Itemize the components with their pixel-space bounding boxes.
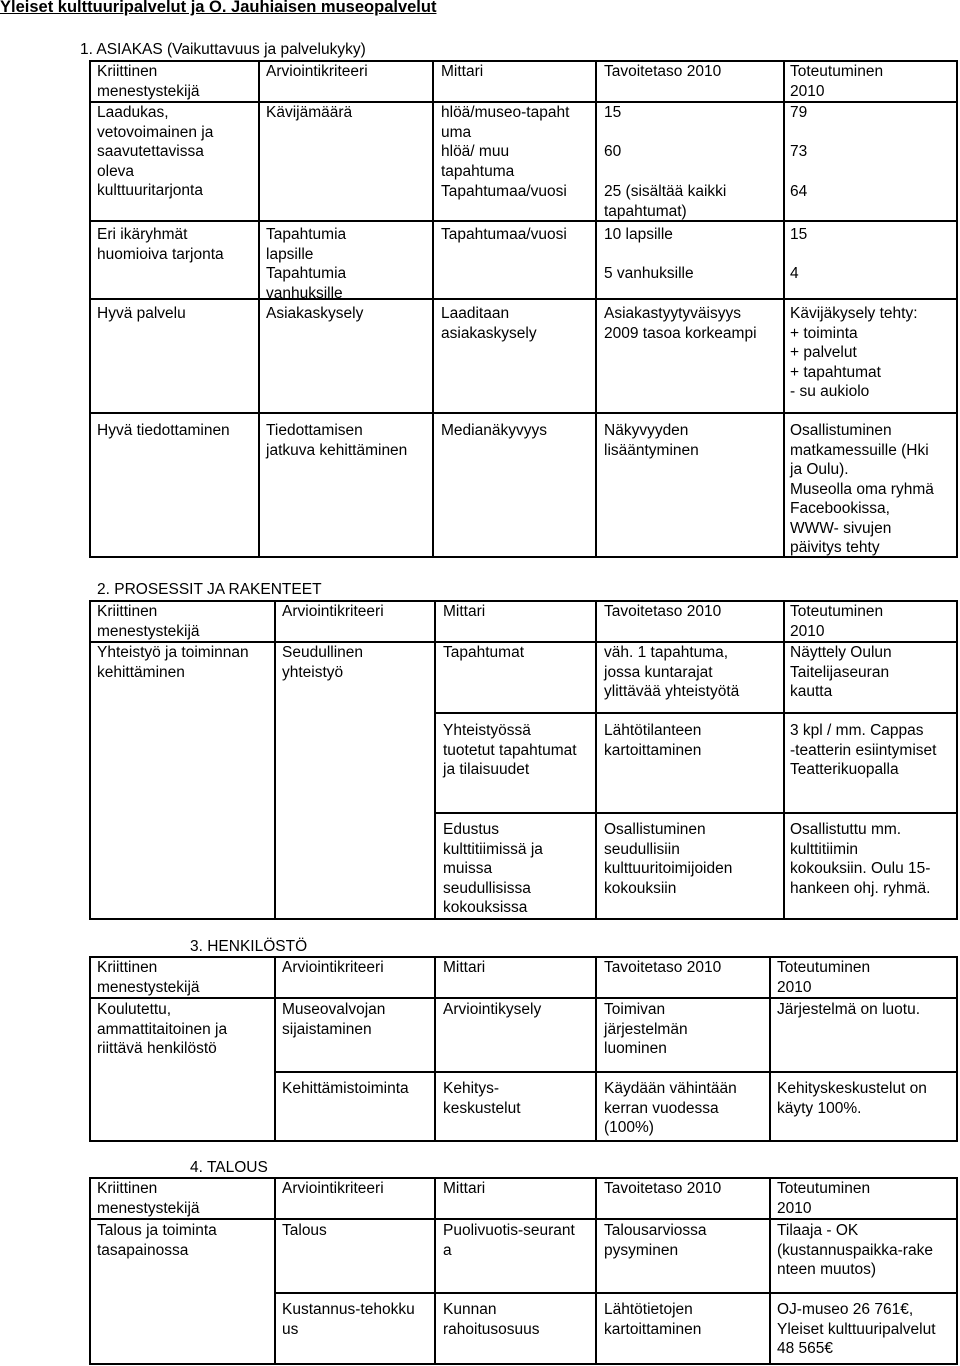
table-border xyxy=(89,1363,958,1365)
table-cell: hlöä/museo-tapaht uma hlöä/ muu tapahtuma xyxy=(441,104,570,180)
column-header: Tavoitetaso 2010 xyxy=(604,63,722,80)
table-border xyxy=(89,298,958,300)
table-border xyxy=(783,60,785,558)
table-cell: Lähtötietojen kartoittaminen xyxy=(604,1301,702,1338)
table-border xyxy=(89,1177,91,1365)
column-header: Arviointikriteeri xyxy=(282,1180,384,1197)
table-border xyxy=(956,1177,958,1365)
table-border xyxy=(434,712,958,714)
table-border xyxy=(89,220,958,222)
column-header: Mittari xyxy=(443,1180,486,1197)
table-cell: Arviointikysely xyxy=(443,1001,542,1018)
table-border xyxy=(274,956,276,1142)
table-cell: Osallistuminen seudullisiin kulttuuritoimijoiden kokouksiin xyxy=(604,821,733,897)
table-border xyxy=(89,600,91,920)
table-cell: Lähtötilanteen kartoittaminen xyxy=(604,722,702,759)
table-cell: 15 4 xyxy=(790,226,808,282)
table-border xyxy=(89,412,958,414)
table-cell: Museovalvojan sijaistaminen xyxy=(282,1001,386,1038)
table-cell: Järjestelmä on luotu. xyxy=(777,1001,921,1018)
table-border xyxy=(595,600,597,920)
table-cell: Kehittämistoiminta xyxy=(282,1080,409,1097)
table-border xyxy=(434,1177,436,1365)
table-cell: 3 kpl / mm. Cappas -teatterin esiintymiset Teatterikuopalla xyxy=(790,722,937,778)
table-cell: OJ-museo 26 761€, Yleiset kulttuuripalvelut 48 565€ xyxy=(777,1301,936,1357)
table-cell: 79 73 xyxy=(790,104,808,160)
table-cell: Tiedottamisen jatkuva kehittäminen xyxy=(266,422,408,459)
table-border xyxy=(956,600,958,920)
column-header: Kriittinen menestystekijä xyxy=(97,959,200,996)
column-header: Kriittinen menestystekijä xyxy=(97,63,200,100)
table-border xyxy=(769,956,771,1142)
table-cell: Tapahtumaa/vuosi xyxy=(441,183,567,200)
table-cell: Hyvä palvelu xyxy=(97,305,186,322)
table-border xyxy=(274,1292,958,1294)
table-border xyxy=(89,997,958,999)
page-title: Yleiset kulttuuripalvelut ja O. Jauhiaisen museopalvelut xyxy=(0,0,437,16)
table-cell: Kävijämäärä xyxy=(266,104,353,121)
section-heading: 4. TALOUS xyxy=(190,1159,268,1176)
table-cell: Tilaaja - OK (kustannuspaikka-rake nteen muutos) xyxy=(777,1222,933,1278)
section-heading: 3. HENKILÖSTÖ xyxy=(190,938,308,955)
table-border xyxy=(89,1218,958,1220)
column-header: Toteutuminen 2010 xyxy=(790,63,884,100)
section-heading: 1. ASIAKAS (Vaikuttavuus ja palvelukyky) xyxy=(80,41,366,58)
table-cell: Medianäkyvyys xyxy=(441,422,547,439)
table-cell: Osallistuminen matkamessuille (Hki ja Oulu). Museolla oma ryhmä Facebookissa, WWW- sivujen päivitys tehty xyxy=(790,422,934,556)
table-cell: Toimivan järjestelmän luominen xyxy=(604,1001,688,1057)
table-cell: Asiakastyytyväisyys 2009 tasoa korkeampi xyxy=(604,305,757,342)
column-header: Tavoitetaso 2010 xyxy=(604,959,722,976)
column-header: Arviointikriteeri xyxy=(282,959,384,976)
table-cell: Puolivuotis-seurant a xyxy=(443,1222,575,1259)
column-header: Toteutuminen 2010 xyxy=(790,603,884,640)
table-border xyxy=(274,1071,958,1073)
table-border xyxy=(89,918,958,920)
table-cell: Kehitys- keskustelut xyxy=(443,1080,521,1117)
table-border xyxy=(769,1177,771,1365)
table-cell: Tapahtumat xyxy=(443,644,524,661)
table-cell: Edustus kulttitiimissä ja muissa seudullisissa kokouksissa xyxy=(443,821,543,916)
table-cell: Kustannus-tehokku us xyxy=(282,1301,415,1338)
table-cell: Tapahtumaa/vuosi xyxy=(441,226,567,243)
column-header: Kriittinen menestystekijä xyxy=(97,603,200,640)
table-cell: Näyttely Oulun Taitelijaseuran kautta xyxy=(790,644,892,700)
table-cell: Näkyvyyden lisääntyminen xyxy=(604,422,699,459)
table-cell: väh. 1 tapahtuma, jossa kuntarajat ylittävää yhteistyötä xyxy=(604,644,740,700)
table-border xyxy=(783,600,785,920)
table-cell: Yhteistyössä tuotetut tapahtumat ja tilaisuudet xyxy=(443,722,577,778)
column-header: Tavoitetaso 2010 xyxy=(604,1180,722,1197)
table-cell: Hyvä tiedottaminen xyxy=(97,422,230,439)
column-header: Mittari xyxy=(441,63,484,80)
table-cell: Laaditaan asiakaskysely xyxy=(441,305,537,342)
column-header: Arviointikriteeri xyxy=(266,63,368,80)
column-header: Tavoitetaso 2010 xyxy=(604,603,722,620)
table-border xyxy=(89,60,91,558)
column-header: Toteutuminen 2010 xyxy=(777,1180,871,1217)
column-header: Kriittinen menestystekijä xyxy=(97,1180,200,1217)
table-border xyxy=(89,956,91,1142)
table-border xyxy=(595,60,597,558)
table-cell: Seudullinen yhteistyö xyxy=(282,644,364,681)
table-cell: Osallistuttu mm. kulttitiimin kokouksiin. Oulu 15- hankeen ohj. ryhmä. xyxy=(790,821,931,897)
table-cell: Kävijäkysely tehty: + toiminta + palvelut + tapahtumat - su aukiolo xyxy=(790,305,918,400)
table-cell: Koulutettu, ammattitaitoinen ja riittävä henkilöstö xyxy=(97,1001,228,1057)
column-header: Toteutuminen 2010 xyxy=(777,959,871,996)
table-cell: Yhteistyö ja toiminnan kehittäminen xyxy=(97,644,249,681)
table-cell: Talousarviossa pysyminen xyxy=(604,1222,707,1259)
table-cell: Laadukas, vetovoimainen ja saavutettavissa oleva kulttuuritarjonta xyxy=(97,104,214,199)
table-cell: Asiakaskysely xyxy=(266,305,364,322)
table-cell: 25 (sisältää kaikki tapahtumat) xyxy=(604,183,727,220)
table-cell: Eri ikäryhmät huomioiva tarjonta xyxy=(97,226,224,263)
column-header: Mittari xyxy=(443,603,486,620)
table-cell: Talous xyxy=(282,1222,327,1239)
table-cell: 15 60 xyxy=(604,104,622,160)
table-cell: Kunnan rahoitusosuus xyxy=(443,1301,540,1338)
table-border xyxy=(434,956,436,1142)
table-border xyxy=(274,600,276,920)
column-header: Mittari xyxy=(443,959,486,976)
table-cell: Talous ja toiminta tasapainossa xyxy=(97,1222,217,1259)
section-heading: 2. PROSESSIT JA RAKENTEET xyxy=(97,581,322,598)
table-cell: 10 lapsille 5 vanhuksille xyxy=(604,226,694,282)
table-border xyxy=(258,60,260,558)
table-border xyxy=(595,1177,597,1365)
table-border xyxy=(956,956,958,1142)
table-border xyxy=(595,956,597,1142)
table-border xyxy=(434,812,958,814)
table-cell: Käydään vähintään kerran vuodessa (100%) xyxy=(604,1080,737,1136)
table-border xyxy=(274,1177,276,1365)
table-border xyxy=(432,60,434,558)
table-border xyxy=(434,600,436,920)
table-border xyxy=(956,60,958,558)
table-cell: Tapahtumia lapsille Tapahtumia vanhuksille xyxy=(266,226,347,302)
table-cell: 64 xyxy=(790,183,808,200)
table-border xyxy=(89,1140,958,1142)
table-cell: Kehityskeskustelut on käyty 100%. xyxy=(777,1080,927,1117)
column-header: Arviointikriteeri xyxy=(282,603,384,620)
